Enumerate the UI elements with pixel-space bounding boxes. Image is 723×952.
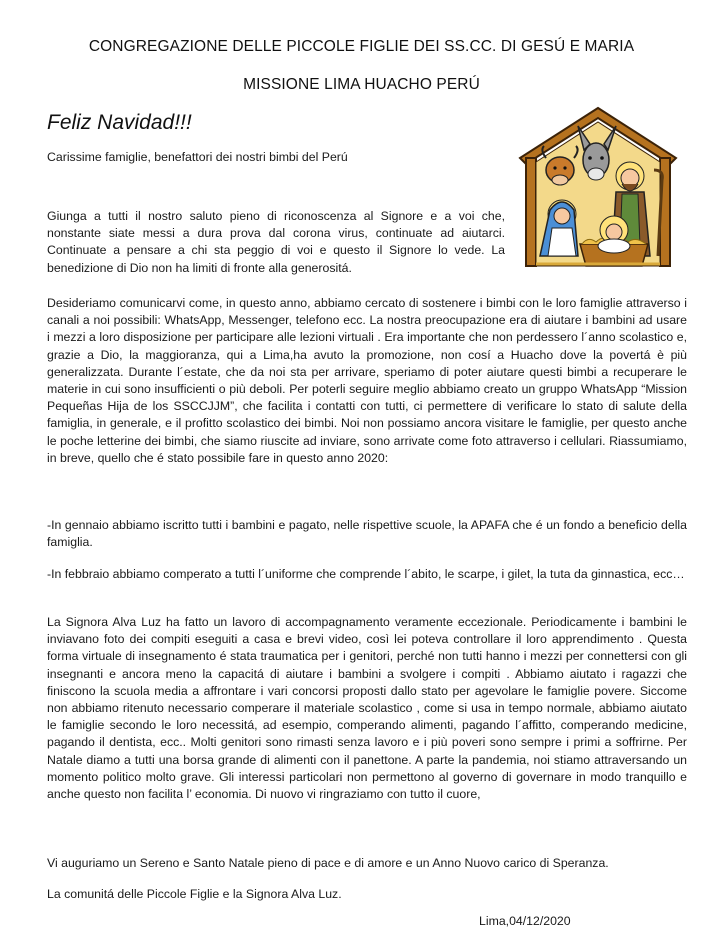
greeting-heading: Feliz Navidad!!! xyxy=(47,111,192,134)
mission-title: MISSIONE LIMA HUACHO PERÚ xyxy=(243,76,480,93)
paragraph-signature: La comunitá delle Piccole Figlie e la Signora Alva Luz. xyxy=(47,887,342,901)
paragraph-alva-luz: La Signora Alva Luz ha fatto un lavoro di accompagnamento veramente eccezionale. Periodicamente i bambini le inviavano foto dei compiti eseguiti a casa e brevi video, così lei poteva controllare il loro apprendimento . Questa forma virtuale di insegnamento é stata traumatica per i genitori, perché non tutti hanno i mezzi per connettersi con gli insegnanti e ancora meno la capacitá di aiutare i bambini a svolgere i compiti . Abbiamo aiutato i ragazzi che finiscono la scuola media a affrontare i vari concorsi proposti dallo stato per agevolare le famiglie povere. Siccome non abbiamo ritenuto necessario comperare il materiale scolastico , come si usa in tempo normale, abbiamo aiutato le famiglie secondo le loro necessitá, ad esempio, comperando alimenti, pagando l´affitto, comperando medicine, pagando il dentista, ecc.. Molti genitori sono rimasti senza lavoro e i più poveri sono sempre i primi a soffrirne. Per Natale diamo a tutti una borsa grande di alimenti con il panettone. A parte la pandemia, noi stiamo attraversando un momento politico molto grave. Gli interessi particolari non permettono al governo di governare in modo tranquillo e anche questo non facilita l’ economia. Di nuovo vi ringraziamo con tutto il cuore, xyxy=(47,615,687,802)
paragraph-greeting-thanks: Giunga a tutti il nostro saluto pieno di riconoscenza al Signore e a voi che, nonstante siate messi a dura prova dal corona virus, continuate ad aiutarci. Continuate a pensare a chi sta peggio di voi e questo il Signore lo vede. La benedizione di Dio non ha limiti di fronte alla generositá. xyxy=(47,209,505,275)
paragraph-wishes: Vi auguriamo un Sereno e Santo Natale pieno di pace e di amore e un Anno Nuovo carico di Speranza. xyxy=(47,856,609,870)
nativity-scene-icon xyxy=(518,106,678,268)
paragraph-february: -In febbraio abbiamo comperato a tutti l´uniforme che comprende l´abito, le scarpe, i gilet, la tuta da ginnastica, ecc… xyxy=(47,567,685,581)
salutation: Carissime famiglie, benefattori dei nostri bimbi del Perú xyxy=(47,150,348,164)
paragraph-january: -In gennaio abbiamo iscritto tutti i bambini e pagato, nelle rispettive scuole, la APAFA che é un fondo a beneficio della famiglia. xyxy=(47,518,687,550)
congregation-title: CONGREGAZIONE DELLE PICCOLE FIGLIE DEI SS.CC. DI GESÚ E MARIA xyxy=(88,38,635,55)
paragraph-communication: Desideriamo comunicarvi come, in questo anno, abbiamo cercato di sostenere i bimbi con le loro famiglie attraverso i canali a noi possibili: WhatsApp, Messenger, telefono ecc. La nostra preocupazione era di aiutare i bambini ad usare i mezzi a loro disposizione per participare alle lezioni virtuali . Era importante che non perdessero l´anno scolastico e, grazie a Dio, la maggioranza, qui a Lima,ha avuto la promozione, non cosí a Huacho dove la povertá è più generalizzata. Durante l´estate, che da noi sta per arrivare, speriamo di poter aiutare questi bimbi a recuperare le materie in cui sono insufficienti o più deboli. Per poterli seguire meglio abbiamo creato un gruppo WhatsApp “Mission Pequeñas Hija de los SSCCJJM”, che facilita i contatti con tutti, ci permettere di verificare lo stato di salute della famiglia, in generale, e il profitto scolastico dei bimbi. Noi non possiamo ancora visitare le famiglie, per questo anche le poche letterine dei bimbi, che siamo riuscite ad inviare, sono arrivate come foto attraverso i cellulari. Riassumiamo, in breve, quello che é stato possibile fare in questo anno 2020: xyxy=(47,296,687,465)
letter-date: Lima,04/12/2020 xyxy=(479,914,571,928)
